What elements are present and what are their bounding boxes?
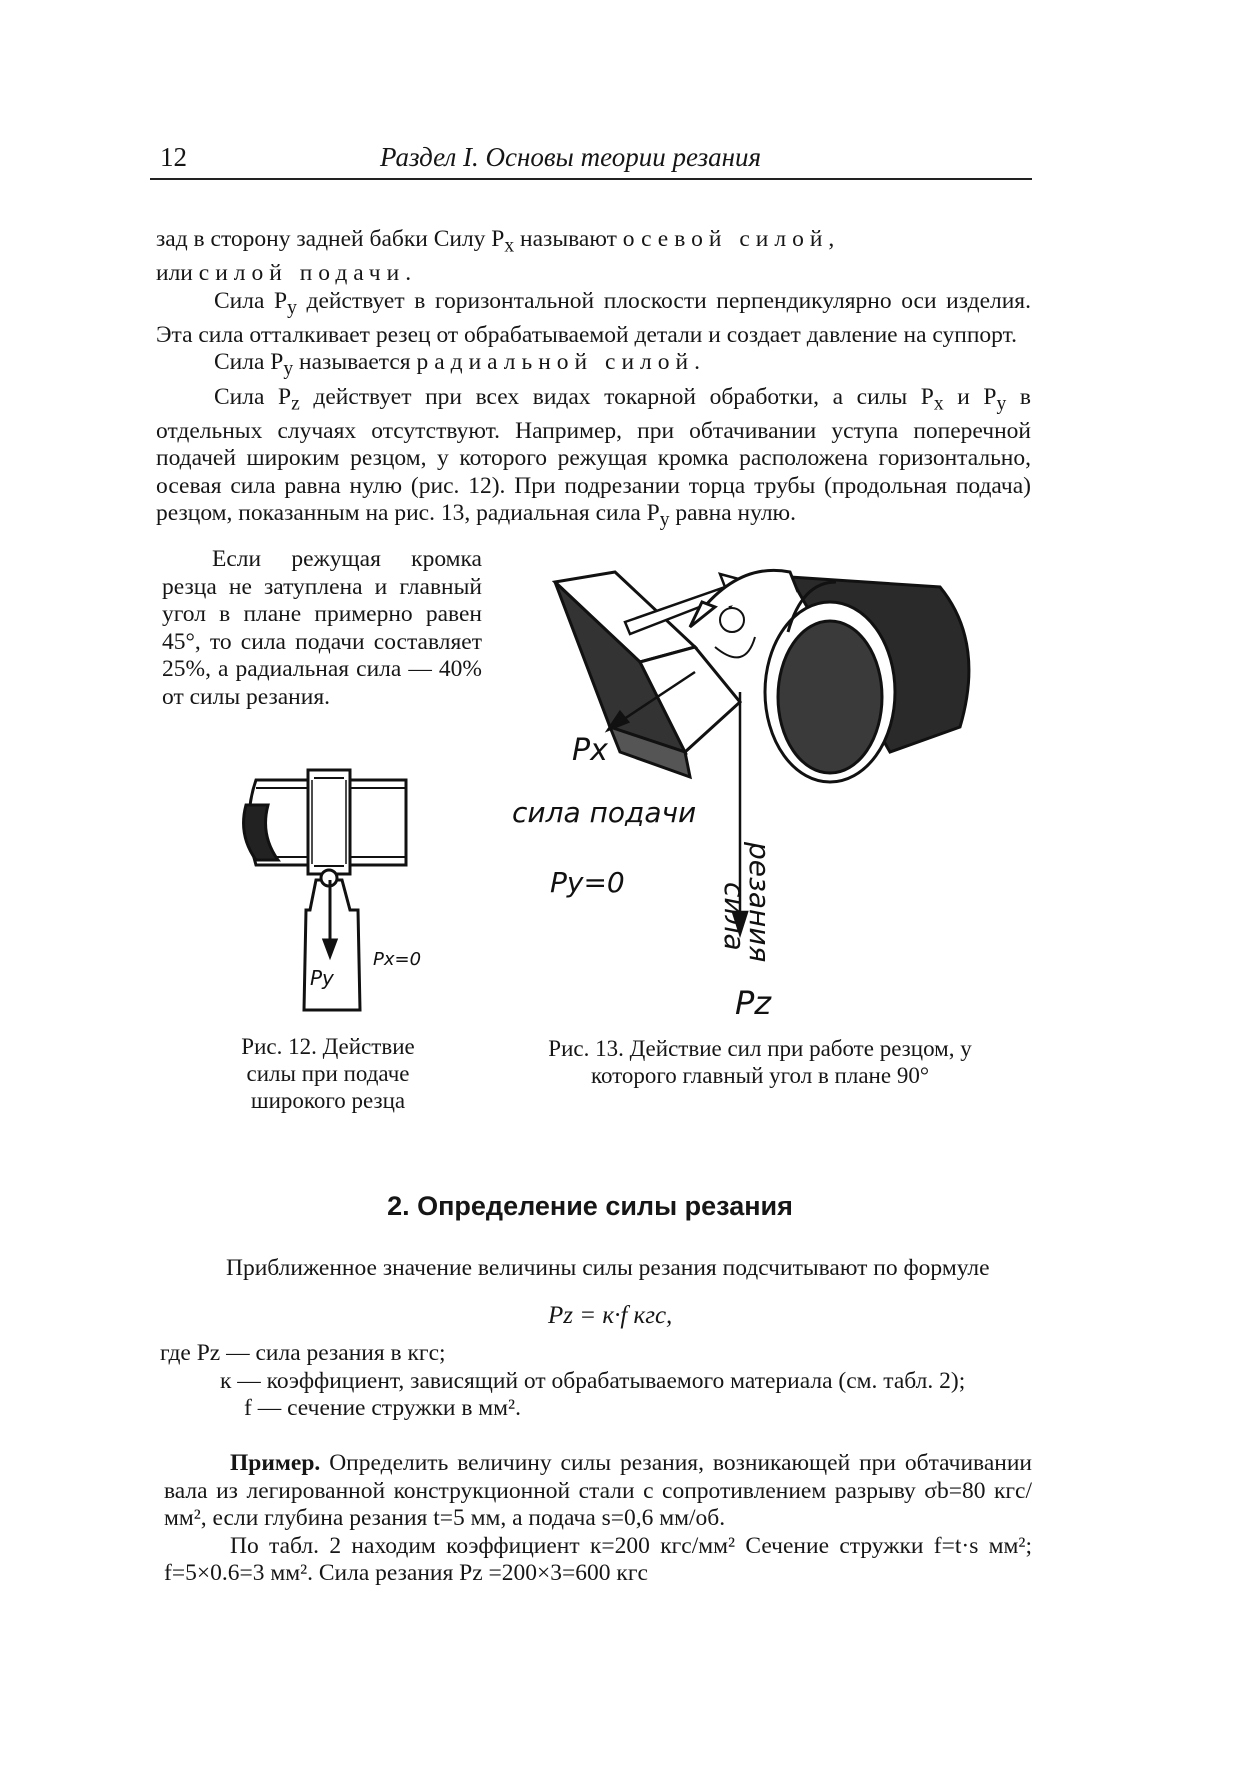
fig13-chip [715,608,755,657]
intro-paragraph-radial: Сила $P_y$ называется радиальной силой. [214,349,706,381]
where-item-pz: где Pz — сила резания в кгс; [160,1340,446,1366]
fig13-workpiece [765,577,969,782]
fig12-label-px: Pх=0 [373,949,422,970]
where-item-f: f — сечение стружки в мм². [244,1395,521,1421]
solution-paragraph: По табл. 2 находим коэффициент к=200 кгс/мм² Сечение стружки f=t·s мм²; f=5×0.6=3 мм². Сила резания Pz =200×3=600 кгс [164,1532,1032,1586]
side-text [162,546,482,711]
intro-text [156,226,1031,534]
example-label: Пример. [230,1450,321,1476]
fig13-label-px: Px [572,733,608,768]
fig13-label-cut-2: резания [743,842,776,963]
fig13-label-py: Py=0 [550,866,625,899]
where-item-k: к — коэффициент, зависящий от обрабатываемого материала (см. табл. 2); [220,1367,966,1394]
where-list [160,1340,1032,1423]
formula: Pz = к·f кгс, [548,1302,673,1329]
example-paragraph [164,1450,1032,1533]
figure-13-caption: Рис. 13. Действие сил при работе резцом, у которого главный угол в плане 90° [548,1036,972,1088]
intro-line-1: зад в сторону задней бабки Силу $P_x$ называют осевой силой, [156,226,841,257]
intro-paragraph-py: Сила $P_y$ действует в горизонтальной плоскости перпендикулярно оси изделия. Эта сила отталкивает резец от обрабатываемой детали и создает давление на суппорт. [156,287,1031,348]
running-title: Раздел I. Основы теории резания [380,142,762,172]
intro-line-2: или силой подачи. [156,260,418,287]
figure-12-caption: Рис. 12. Действие силы при подаче широкого резца [241,1034,415,1113]
fig13-label-cut-1: сила [718,882,751,951]
section-title: 2. Определение силы резания [387,1191,793,1221]
example [164,1450,1032,1588]
page-number: 12 [160,142,187,172]
intro-paragraph-pz: Сила $P_z$ действует при всех видах токарной обработки, а силы $P_x$ и $P_y$ в отдельных случаях отсутствуют. Например, при обтачивании уступа поперечной подачей широким резцом, у которого режущая кромка расположена горизонтально, осевая сила равна нулю (рис. 12). При подрезании торца трубы (продольная подача) резцом, показанным на рис. 13, радиальная сила $P_y$ равна нулю. [156,383,1031,531]
body-intro-paragraph: Приближенное значение величины силы резания подсчитывают по формуле [226,1255,990,1281]
side-paragraph: Если режущая кромка резца не затуплена и главный угол в плане примерно равен 45°, то сила подачи составляет 25%, а радиальная сила — 40% от силы резания. [162,546,482,710]
figure-13 [512,552,1000,1027]
running-header [150,138,1032,180]
fig12-collar [308,770,350,874]
fig12-label-py: Py [310,966,334,990]
body-intro [160,1255,1032,1283]
figure-12 [238,760,448,1025]
fig13-label-pz: Pz [735,984,772,1022]
example-text: Определить величину силы резания, возникающей при обтачивании вала из легированной конструкционной стали с сопротивлением разрыву σb=80 кгс/мм², если глубина резания t=5 мм, а подача s=0,6 мм/об. [164,1450,1032,1531]
fig13-label-feed: сила подачи [512,796,697,829]
